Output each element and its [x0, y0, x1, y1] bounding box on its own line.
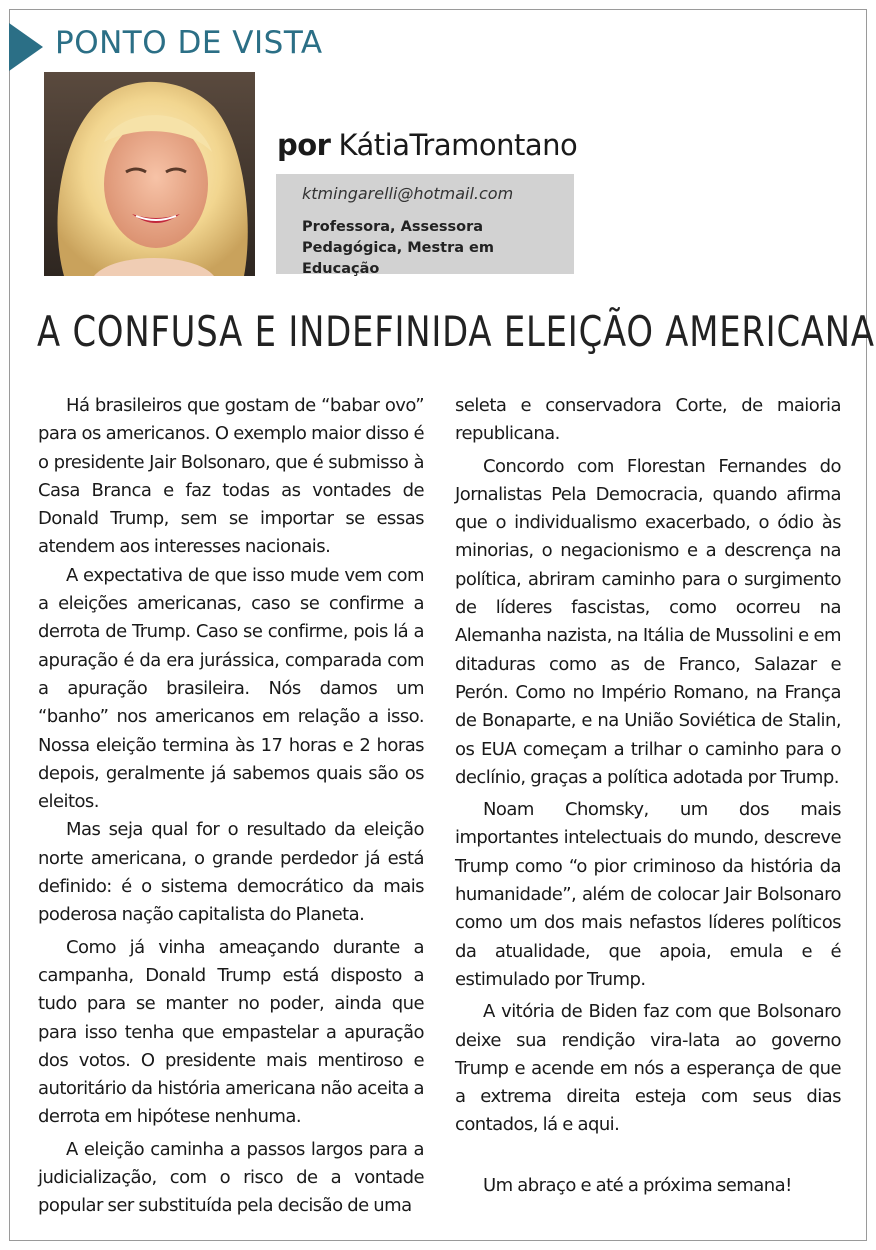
author-email: ktmingarelli@hotmail.com [302, 184, 514, 203]
author-name: KátiaTramontano [338, 128, 578, 162]
article-signoff: Um abraço e até a próxima semana! [483, 1174, 792, 1196]
article-headline: A CONFUSA E INDEFINIDA ELEIÇÃO AMERICANA [37, 307, 875, 356]
article-paragraph-continuation: seleta e conservadora Corte, de maioria republicana. [455, 395, 841, 445]
article-paragraph: Concordo com Florestan Fernandes do Jornalistas Pela Democracia, quando afirma que o individualismo exacerbado, o ódio às minorias, o negacionismo e a descrença na política, abriram caminho para o surgimento de líderes fascistas, como ocorreu na Alemanha nazista, na Itália de Mussolini e em ditaduras como as de Franco, Salazar e Perón. Como no Império Romano, na França de Bonaparte, e na União Soviética de Stalin, os EUA começam a trilhar o caminho para o declínio, graças a política adotada por Trump. [455, 455, 841, 788]
section-title: PONTO DE VISTA [55, 25, 323, 61]
author-photo [44, 72, 255, 276]
author-info-box [276, 174, 574, 277]
author-byline [277, 128, 577, 162]
article-column-right [455, 392, 841, 1200]
article-paragraph: A eleição caminha a passos largos para a judicialização, com o risco de a vontade popular ser substituída pela decisão de uma [38, 1138, 424, 1217]
article-paragraph: A expectativa de que isso mude vem com a eleições americanas, caso se confirme a derrota de Trump. Caso se confirme, pois lá a apuração é da era jurássica, comparada com a apuração brasileira. Nós damos um “banho” nos americanos em relação a isso. Nossa eleição termina às 17 horas e 2 horas depois, geralmente já sabemos quais são os eleitos. [38, 564, 424, 813]
article-paragraph: Mas seja qual for o resultado da eleição norte americana, o grande perdedor já está definido: é o sistema democrático da mais poderosa nação capitalista do Planeta. [38, 819, 424, 926]
article-column-left [38, 392, 424, 1221]
article-paragraph: Como já vinha ameaçando durante a campanha, Donald Trump está disposto a tudo para se manter no poder, ainda que para isso tenha que empastelar a apuração dos votos. O presidente mais mentiroso e autoritário da história americana não aceita a derrota em hipótese nenhuma. [38, 936, 424, 1128]
author-role: Professora, Assessora Pedagógica, Mestra em Educação [302, 219, 495, 277]
article-paragraph: A vitória de Biden faz com que Bolsonaro deixe sua rendição vira-lata ao governo Trump e acende em nós a esperança de que a extrema direita esteja com seus dias contados, lá e aqui. [455, 1001, 841, 1136]
section-marker-arrow [9, 23, 43, 71]
article-paragraph: Há brasileiros que gostam de “babar ovo” para os americanos. O exemplo maior disso é o presidente Jair Bolsonaro, que é submisso à Casa Branca e faz todas as vontades de Donald Trump, sem se importar se essas atendem aos interesses nacionais. [38, 395, 424, 558]
byline-prefix: por [277, 128, 331, 162]
article-paragraph: Noam Chomsky, um dos mais importantes intelectuais do mundo, descreve Trump como “o pior criminoso da história da humanidade”, além de colocar Jair Bolsonaro como um dos mais nefastos líderes políticos da atualidade, que apoia, emula e é estimulado por Trump. [455, 799, 841, 990]
